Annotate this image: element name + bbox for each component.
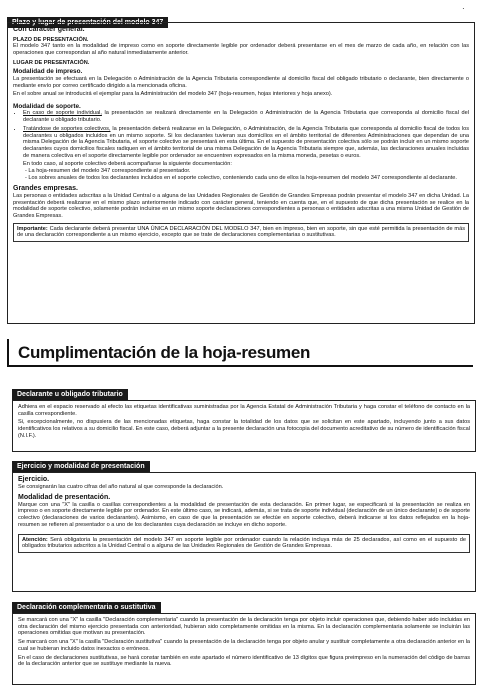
atencion-label: Atención:: [22, 536, 48, 543]
text-complementaria-1: Se marcará con una "X" la casilla "Declaración complementaria" cuando la presentación de la declaración tenga por objeto incluir operaciones que, debiendo haber sido incluidas en otra declaración del mismo ejercicio presentada con anterioridad, hubieran sido completamente omitidas en la misma. En la declaración complementaria solamente se incluirán las operaciones omitidas que motivan su presentación.: [18, 617, 470, 637]
heading-plazo: PLAZO DE PRESENTACIÓN.: [13, 36, 89, 43]
important-box: [13, 223, 469, 242]
heading-modalidad: Modalidad de presentación.: [18, 494, 111, 502]
atencion-box: [18, 534, 470, 553]
important-body: Cada declarante deberá presentar UNA ÚNICA DECLARACIÓN DEL MODELO 347, bien en impreso, bien en soporte, sin que esté permitida la presentación de más de una declaración correspondiente a un mismo ejercicio, excepto que se trate de declaraciones complementarias o sustitutivas.: [17, 225, 465, 239]
section-ejercicio-box: [12, 472, 476, 592]
dash-item-1: - La hoja-resumen del modelo 347 correspondiente al presentador.: [25, 168, 191, 175]
important-text: [17, 226, 465, 239]
soporte-list: [13, 110, 469, 159]
section-plazo-box: [7, 22, 475, 324]
heading-lugar: LUGAR DE PRESENTACIÓN.: [13, 59, 90, 66]
heading-general: Con carácter general.: [13, 26, 85, 33]
heading-ejercicio: Ejercicio.: [18, 476, 50, 483]
text-declarante-1: Adhiera en el espacio reservado al efecto las etiquetas identificativas suministradas por la Agencia Estatal de Administración Tributaria y haga constar el teléfono de contacto en la casilla correspondiente.: [18, 404, 470, 417]
page-title: Cumplimentación de la hoja-resumen: [18, 343, 311, 362]
corner-mark: ·: [462, 4, 465, 13]
section-complementaria-box: [12, 613, 476, 685]
text-sobre: En el sobre anual se introducirá el ejemplar para la Administración del modelo 347 (hoja-resumen, hojas interiores y hoja anexo).: [13, 91, 333, 98]
bullet2-text: la presentación deberá realizarse en la Delegación, o Administración, de la Agencia Tributaria que corresponda al domicilio fiscal de todos los declarantes u obligados incluidos en un mismo soporte. Si los declarantes tuvieran sus domicilios en el ámbito territorial de diferentes Administraciones que dependan de una misma Delegación de la Agencia Tributaria, el soporte colectivo se presentará en esta última. En el supuesto de presentación colectiva sólo se podrán incluir en un mismo soporte declarantes cuyos domicilios fiscales radiquen en el ámbito territorial de una misma Delegación de la Agencia Tributaria siempre que, además, las declaraciones anuales incluidas de manera colectiva en el soporte directamente legible por ordenador se encuentren expresados en la misma moneda, pesetas o euros.: [23, 125, 469, 159]
bullet2-underlined: Tratándose de soportes colectivos,: [23, 125, 111, 132]
title-rule: [7, 365, 473, 367]
atencion-text: [22, 537, 466, 550]
important-label: Importante:: [17, 225, 48, 232]
heading-grandes: Grandes empresas.: [13, 185, 78, 193]
atencion-body: Será obligatoria la presentación del modelo 347 en soporte legible por ordenador cuando la relación incluya más de 25 declarados, así como en el supuesto de obligados tributarios adscritos a la Unidad Central o a alguna de las Unidades Regionales de Gestión de Grandes Empresas.: [22, 536, 466, 550]
title-left-rule: [7, 339, 9, 367]
text-mod-impreso: La presentación se efectuará en la Delegación o Administración de la Agencia Tributaria correspondiente al domicilio fiscal del obligado tributario o declarante, bien directamente o mediante envío por correo certificado dirigido a la mencionada oficina.: [13, 75, 469, 89]
list-item: [23, 126, 469, 160]
bullet1-underlined: En caso de soporte individual,: [23, 110, 102, 117]
section-bar-complementaria: Declaración complementaria o sustitutiva: [12, 602, 161, 613]
text-grandes: Las personas o entidades adscritas a la Unidad Central o a alguna de las Unidades Regionales de Gestión de Grandes Empresas podrán presentar el modelo 347 en dicha Unidad. La presentación deberá realizarse en el mismo plazo anteriormente indicado con carácter general, teniendo en cuenta que, en el supuesto de que dicha presentación se realice en la modalidad de soporte colectivo, solamente podrán incluirse en un mismo soporte declaraciones correspondientes a personas o entidades adscritas a una misma Unidad de Gestión de Grandes Empresas.: [13, 192, 469, 220]
section-bar-declarante: Declarante u obligado tributario: [12, 389, 128, 400]
heading-mod-impreso: Modalidad de impreso.: [13, 68, 83, 76]
section-bar-plazo: Plazo y lugar de presentación del modelo 347: [7, 17, 168, 28]
text-modalidad: Marque con una "X" la casilla o casillas correspondientes a la modalidad de presentación de esta declaración. En primer lugar, se especificará si la presentación se realiza en impreso o en soporte directamente legible por ordenador. En este último caso, se indicará, además, si se trata de soporte individual (declaración de un único declarante) o de soporte colectivo (declaraciones de varios declarantes). Asimismo, en caso de que la presentación se efectúe en soporte colectivo, deberá indicarse si los datos reflejados en la hoja-resumen se refieren al presentador o a uno de los declarantes cuya declaración se incluye en dicho soporte.: [18, 501, 470, 528]
text-complementaria-3: En el caso de declaraciones sustitutivas, se hará constar también en este apartado el número identificativo de 13 dígitos que figura preimpreso en la numeración del código de barras de la declaración anterior que se sustituye mediante la nueva.: [18, 654, 470, 668]
text-colectivo: En todo caso, al soporte colectivo deberá acompañarse la siguiente documentación:: [23, 161, 232, 168]
text-ejercicio: Se consignarán las cuatro cifras del año natural al que corresponde la declaración.: [18, 483, 224, 490]
section-declarante-box: [12, 400, 476, 452]
list-item: [23, 110, 469, 123]
text-declarante-2: Si, excepcionalmente, no dispusiera de las mencionadas etiquetas, haga constar la totalidad de los datos que se solicitan en este apartado, incluyendo junto a sus datos identificativos los relativos a su domicilio fiscal. En este caso, deberá adjuntar a la presente declaración una fotocopia del documento acreditativo de su número de identificación fiscal (N.I.F.).: [18, 419, 470, 439]
heading-mod-soporte: Modalidad de soporte.: [13, 102, 81, 110]
bullet1-text: la presentación se realizará directamente en la Delegación o Administración de la Agencia Tributaria que corresponda al domicilio fiscal del declarante u obligado tributario.: [23, 110, 469, 124]
section-bar-ejercicio: Ejercicio y modalidad de presentación: [12, 461, 150, 472]
text-complementaria-2: Se marcará con una "X" la casilla "Declaración sustitutiva" cuando la presentación de la declaración tenga por objeto anular y sustituir completamente a otra declaración anterior en la cual se hubieran incluido datos inexactos o erróneos.: [18, 639, 470, 652]
text-plazo: El modelo 347 tanto en la modalidad de impreso como en soporte directamente legible por ordenador deberá presentarse en el mes de marzo de cada año, en relación con las operaciones que correspondan al año natural inmediatamente anterior.: [13, 43, 469, 56]
dash-item-2: - Los sobres anuales de todos los declarantes incluidos en el soporte colectivo, conteniendo cada uno de ellos la hoja-resumen del modelo 347 correspondiente al declarante.: [25, 174, 457, 181]
